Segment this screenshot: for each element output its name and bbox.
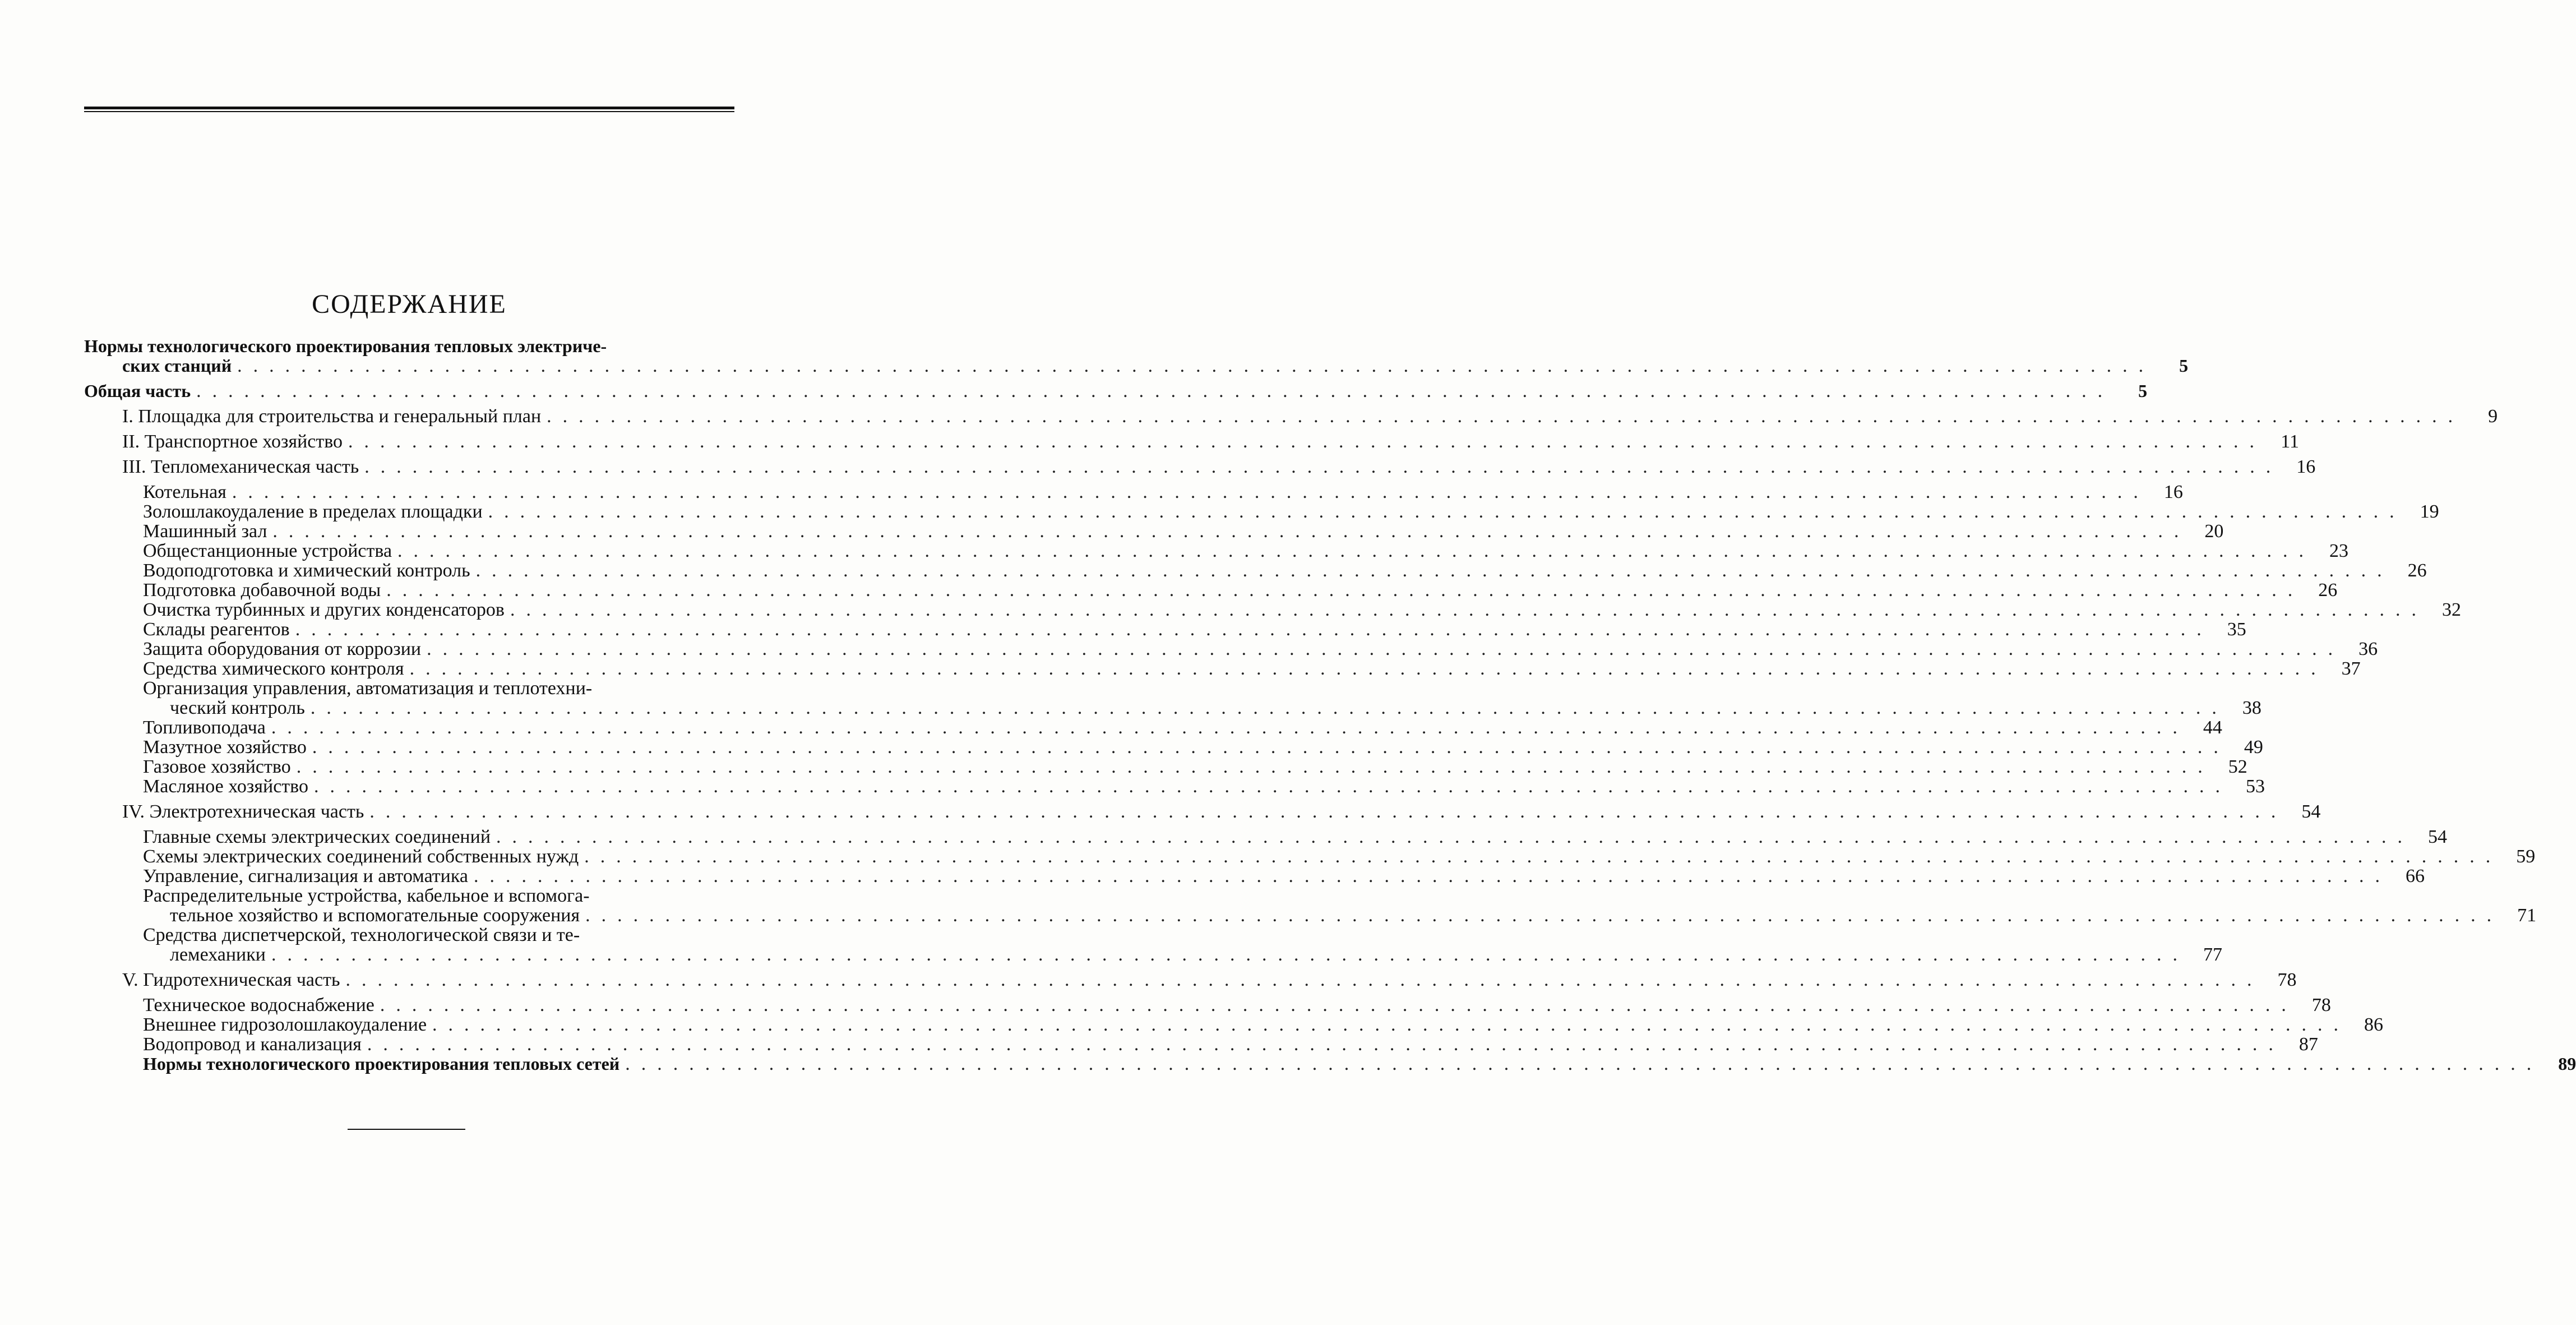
toc-page-number: 23 xyxy=(2329,541,2349,561)
toc-entry[interactable] xyxy=(84,737,2263,758)
dot-leader: ........................................................................................................................ xyxy=(496,827,2414,847)
toc-entry[interactable] xyxy=(84,995,2331,1015)
toc-page-number: 11 xyxy=(2281,431,2300,452)
page-title: СОДЕРЖАНИЕ xyxy=(312,289,507,319)
toc-entry-title: тельное хозяйство и вспомогательные сооружения xyxy=(170,905,580,926)
toc-entry-title-line: Распределительные устройства, кабельное и вспомога- xyxy=(143,885,590,906)
toc-page-number: 16 xyxy=(2296,456,2316,477)
toc-entry[interactable] xyxy=(84,827,2448,847)
toc-entry-title: Газовое хозяйство xyxy=(143,756,291,777)
toc-entry-title: Главные схемы электрических соединений xyxy=(143,827,491,847)
toc-page-number: 26 xyxy=(2318,580,2338,601)
toc-entry[interactable] xyxy=(84,678,2261,718)
dot-leader: ........................................................................................................................ xyxy=(295,619,2213,640)
dot-leader: ........................................................................................................................ xyxy=(427,639,2344,659)
toc-entry[interactable] xyxy=(84,756,2247,777)
toc-page-number: 16 xyxy=(2163,482,2183,502)
dot-leader: ........................................................................................................................ xyxy=(312,737,2230,758)
toc-page-number: 5 xyxy=(2179,356,2189,376)
toc-entry-title: Защита оборудования от коррозии xyxy=(143,639,422,659)
toc-page-number: 52 xyxy=(2228,756,2247,777)
toc-page-number: 37 xyxy=(2341,658,2361,679)
toc-entry-title: Схемы электрических соединений собственных нужд xyxy=(143,846,579,867)
toc-entry[interactable] xyxy=(84,866,2425,887)
dot-leader: ........................................................................................................................ xyxy=(432,1014,2350,1035)
toc-entry-title: ческий контроль xyxy=(170,698,305,718)
dot-leader: ........................................................................................................................ xyxy=(364,456,2282,477)
toc-page-number: 38 xyxy=(2242,698,2261,718)
toc-page-number: 20 xyxy=(2204,521,2224,542)
dot-leader: ........................................................................................................................ xyxy=(232,482,2149,502)
toc-entry[interactable] xyxy=(84,925,2222,965)
toc-page-number: 44 xyxy=(2203,717,2222,738)
toc-entry-title: лемеханики xyxy=(170,944,266,965)
toc-entry-title: Топливоподача xyxy=(143,717,266,738)
toc-entry[interactable] xyxy=(84,885,2537,926)
dot-leader: ........................................................................................................................ xyxy=(625,1054,2543,1074)
toc-entry-title: Склады реагентов xyxy=(143,619,290,640)
toc-page-number: 66 xyxy=(2405,866,2425,887)
bottom-rule xyxy=(348,1129,465,1130)
toc-entry[interactable] xyxy=(84,456,2316,477)
toc-page-number: 54 xyxy=(2428,827,2448,847)
toc-page-number: 5 xyxy=(2138,381,2148,401)
toc-entry[interactable] xyxy=(84,482,2183,502)
toc-entry-title: Общая часть xyxy=(84,381,191,401)
dot-leader: ........................................................................................................................ xyxy=(380,995,2297,1015)
toc-entry-title: Внешнее гидрозолошлакоудаление xyxy=(143,1014,427,1035)
toc-page-number: 89 xyxy=(2558,1054,2576,1074)
toc-entry-title: Техническое водоснабжение xyxy=(143,995,374,1015)
dot-leader: ........................................................................................................................ xyxy=(475,560,2393,581)
toc-page-number: 32 xyxy=(2441,599,2461,620)
toc-entry-title-line: Нормы технологического проектирования тепловых электриче- xyxy=(84,336,607,356)
toc-entry-title-line: Организация управления, автоматизация и теплотехни- xyxy=(143,678,593,699)
toc-entry-title: Нормы технологического проектирования тепловых сетей xyxy=(143,1054,620,1074)
dot-leader: ........................................................................................................................ xyxy=(510,599,2427,620)
dot-leader: ........................................................................................................................ xyxy=(473,866,2391,887)
toc-entry[interactable] xyxy=(84,1034,2318,1055)
table-of-contents xyxy=(84,336,2576,1074)
toc-entry[interactable] xyxy=(84,969,2297,990)
toc-entry[interactable] xyxy=(84,619,2246,640)
dot-leader: ........................................................................................................................ xyxy=(348,431,2266,452)
toc-page-number: 59 xyxy=(2516,846,2536,867)
toc-entry[interactable] xyxy=(84,336,2189,376)
dot-leader: ........................................................................................................................ xyxy=(310,698,2228,718)
dot-leader: ........................................................................................................................ xyxy=(488,501,2406,522)
toc-entry-title: III. Тепломеханическая часть xyxy=(122,456,359,477)
toc-entry[interactable] xyxy=(84,541,2349,561)
toc-entry-title: Средства химического контроля xyxy=(143,658,404,679)
toc-page-number: 35 xyxy=(2227,619,2246,640)
toc-page-number: 36 xyxy=(2358,639,2378,659)
toc-entry-title: Подготовка добавочной воды xyxy=(143,580,381,601)
toc-entry-title: Машинный зал xyxy=(143,521,267,542)
toc-entry-title-line: Средства диспетчерской, технологической связи и те- xyxy=(143,925,580,945)
toc-page-number: 77 xyxy=(2203,944,2222,965)
toc-entry-title: II. Транспортное хозяйство xyxy=(122,431,343,452)
toc-page-number: 49 xyxy=(2244,737,2263,758)
toc-entry[interactable] xyxy=(84,639,2378,659)
top-rule xyxy=(84,107,734,112)
toc-entry-title: Масляное хозяйство xyxy=(143,776,308,797)
toc-entry-title: Водоподготовка и химический контроль xyxy=(143,560,470,581)
dot-leader: ........................................................................................................................ xyxy=(369,801,2287,822)
toc-page-number: 87 xyxy=(2298,1034,2318,1055)
dot-leader: ........................................................................................................................ xyxy=(272,521,2190,542)
toc-page-number: 26 xyxy=(2407,560,2427,581)
toc-entry[interactable] xyxy=(84,599,2461,620)
toc-page-number: 78 xyxy=(2277,969,2297,990)
dot-leader: ........................................................................................................................ xyxy=(585,905,2503,926)
toc-entry[interactable] xyxy=(84,560,2427,581)
toc-entry-title: ских станций xyxy=(122,356,232,376)
toc-entry[interactable] xyxy=(84,1054,2576,1074)
dot-leader: ........................................................................................................................ xyxy=(547,406,2464,427)
toc-page-number: 9 xyxy=(2488,406,2498,427)
dot-leader: ........................................................................................................................ xyxy=(237,356,2155,376)
dot-leader: ........................................................................................................................ xyxy=(397,541,2315,561)
toc-entry-title: Общестанционные устройства xyxy=(143,541,392,561)
dot-leader: ........................................................................................................................ xyxy=(296,756,2214,777)
toc-page-number: 54 xyxy=(2301,801,2321,822)
toc-entry[interactable] xyxy=(84,501,2439,522)
toc-entry[interactable] xyxy=(84,381,2148,401)
dot-leader: ........................................................................................................................ xyxy=(271,944,2189,965)
top-rule-thin xyxy=(84,111,734,112)
dot-leader: ........................................................................................................................ xyxy=(271,717,2189,738)
dot-leader: ........................................................................................................................ xyxy=(345,969,2263,990)
toc-entry-title: Очистка турбинных и других конденсаторов xyxy=(143,599,505,620)
toc-page-number: 19 xyxy=(2420,501,2439,522)
toc-entry[interactable] xyxy=(84,658,2361,679)
dot-leader: ........................................................................................................................ xyxy=(409,658,2327,679)
toc-entry[interactable] xyxy=(84,846,2536,867)
toc-entry-title: Мазутное хозяйство xyxy=(143,737,307,758)
toc-entry-title: IV. Электротехническая часть xyxy=(122,801,364,822)
dot-leader: ........................................................................................................................ xyxy=(584,846,2502,867)
toc-entry[interactable] xyxy=(84,776,2265,797)
toc-entry[interactable] xyxy=(84,580,2338,601)
dot-leader: ........................................................................................................................ xyxy=(367,1034,2284,1055)
toc-entry-title: I. Площадка для строительства и генеральный план xyxy=(122,406,542,427)
toc-entry[interactable] xyxy=(84,431,2300,452)
toc-entry-title: Управление, сигнализация и автоматика xyxy=(143,866,468,887)
toc-entry[interactable] xyxy=(84,717,2222,738)
dot-leader: ........................................................................................................................ xyxy=(386,580,2304,601)
toc-page-number: 53 xyxy=(2245,776,2265,797)
toc-page-number: 78 xyxy=(2311,995,2331,1015)
toc-entry[interactable] xyxy=(84,521,2224,542)
toc-entry[interactable] xyxy=(84,1014,2384,1035)
toc-page-number: 86 xyxy=(2364,1014,2384,1035)
dot-leader: ........................................................................................................................ xyxy=(196,381,2114,401)
toc-entry-title: V. Гидротехническая часть xyxy=(122,969,340,990)
toc-entry[interactable] xyxy=(84,801,2321,822)
toc-entry-title: Водопровод и канализация xyxy=(143,1034,362,1055)
toc-entry[interactable] xyxy=(84,406,2498,427)
toc-page-number: 71 xyxy=(2517,905,2537,926)
top-rule-thick xyxy=(84,107,734,109)
dot-leader: ........................................................................................................................ xyxy=(313,776,2231,797)
toc-entry-title: Котельная xyxy=(143,482,226,502)
toc-entry-title: Золошлакоудаление в пределах площадки xyxy=(143,501,483,522)
